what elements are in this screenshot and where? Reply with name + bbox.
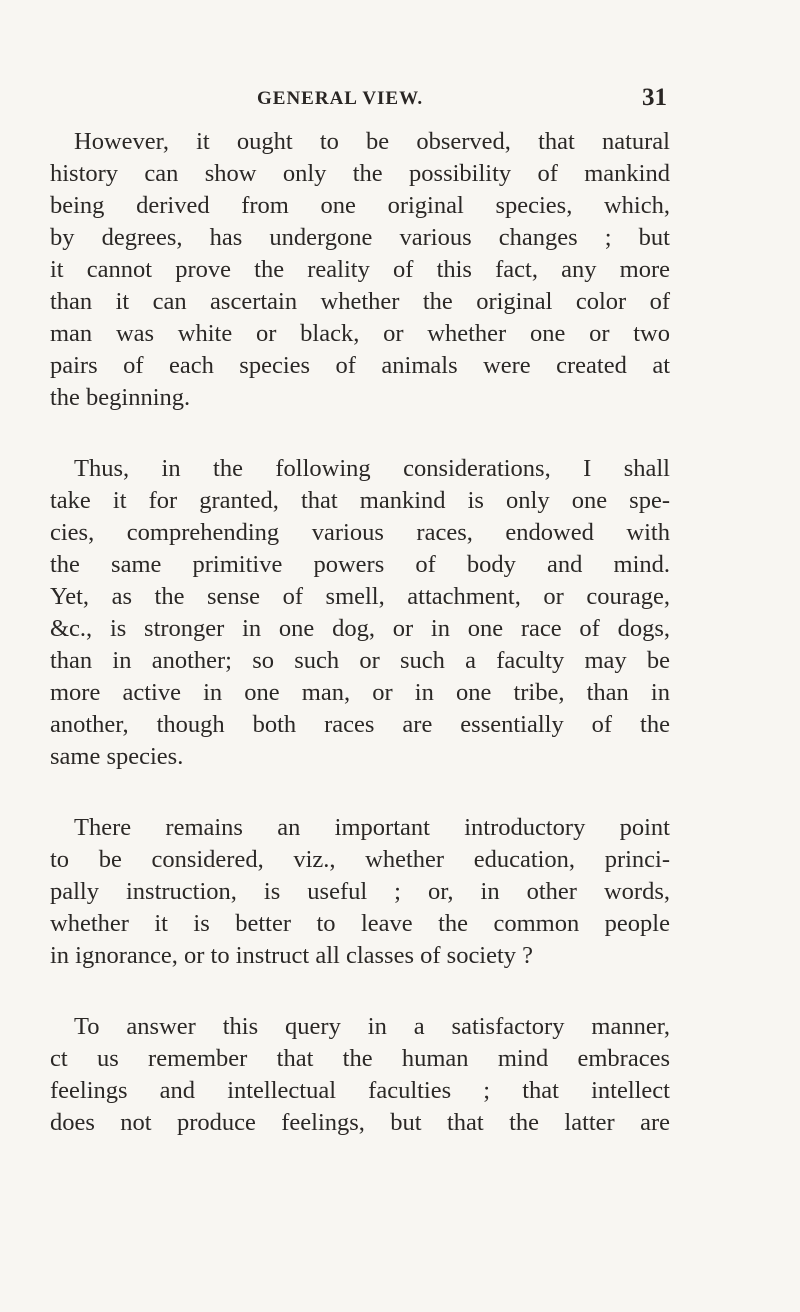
text-line: does not produce feelings, but that the latter are	[50, 1109, 670, 1136]
running-title: GENERAL VIEW.	[257, 88, 424, 109]
text-line: pairs of each species of animals were created at	[50, 352, 670, 379]
paragraph	[50, 812, 670, 972]
text-line: To answer this query in a satisfactory manner,	[74, 1013, 670, 1040]
text-line: However, it ought to be observed, that natural	[74, 128, 670, 155]
paragraph-gap	[50, 972, 670, 1011]
paragraph-gap	[50, 414, 670, 453]
text-line: the same primitive powers of body and mind.	[50, 551, 670, 578]
text-line: being derived from one original species, which,	[50, 192, 670, 219]
paragraph	[50, 126, 670, 414]
text-line: Thus, in the following considerations, I shall	[74, 455, 670, 482]
paragraph	[50, 453, 670, 773]
text-line: than in another; so such or such a faculty may be	[50, 647, 670, 674]
text-line: There remains an important introductory point	[74, 814, 670, 841]
text-line: cies, comprehending various races, endowed with	[50, 519, 670, 546]
text-line: ct us remember that the human mind embraces	[50, 1045, 670, 1072]
text-line: pally instruction, is useful ; or, in other words,	[50, 878, 670, 905]
text-line: man was white or black, or whether one or two	[50, 320, 670, 347]
text-line: more active in one man, or in one tribe, than in	[50, 679, 670, 706]
page-number: 31	[642, 84, 667, 111]
text-line: the beginning.	[50, 384, 191, 411]
body-text	[50, 126, 670, 1139]
text-line: take it for granted, that mankind is only one spe-	[50, 487, 670, 514]
page-header	[257, 84, 667, 118]
text-line: to be considered, viz., whether education, princi-	[50, 846, 670, 873]
text-line: &c., is stronger in one dog, or in one race of dogs,	[50, 615, 670, 642]
paragraph	[50, 1011, 670, 1139]
text-line: in ignorance, or to instruct all classes of society ?	[50, 942, 534, 969]
text-line: Yet, as the sense of smell, attachment, or courage,	[50, 583, 670, 610]
paragraph-gap	[50, 773, 670, 812]
text-line: another, though both races are essentially of the	[50, 711, 670, 738]
text-line: history can show only the possibility of mankind	[50, 160, 670, 187]
text-line: same species.	[50, 743, 184, 770]
text-line: by degrees, has undergone various changes ; but	[50, 224, 670, 251]
text-line: than it can ascertain whether the original color of	[50, 288, 670, 315]
text-line: whether it is better to leave the common people	[50, 910, 670, 937]
text-line: feelings and intellectual faculties ; that intellect	[50, 1077, 670, 1104]
text-line: it cannot prove the reality of this fact, any more	[50, 256, 670, 283]
